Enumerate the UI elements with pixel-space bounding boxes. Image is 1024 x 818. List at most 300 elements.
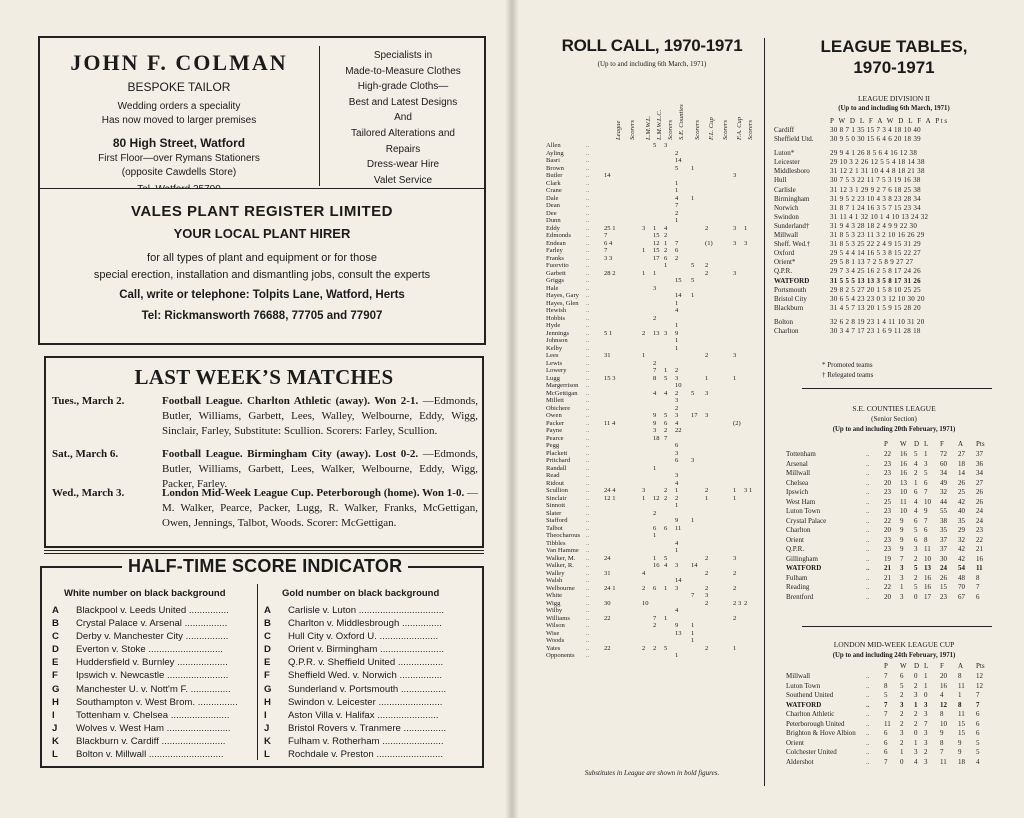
table-row bbox=[774, 710, 1014, 720]
team-stat: 3 bbox=[914, 748, 918, 756]
team-stat: 2 bbox=[914, 719, 918, 728]
team-stat: 37 bbox=[940, 535, 947, 544]
team-stat: 16 bbox=[924, 583, 931, 591]
se-title: S.E. COUNTIES LEAGUE bbox=[852, 404, 936, 413]
player-row bbox=[546, 360, 776, 368]
team-dots: .. bbox=[866, 469, 870, 477]
rule bbox=[44, 550, 484, 551]
team-stat: 10 bbox=[924, 554, 931, 563]
team-name: Aldershot bbox=[786, 757, 814, 766]
player-stat: 1 bbox=[675, 487, 679, 494]
specialist-line: Dress-wear Hire bbox=[366, 159, 440, 171]
team-stat: 5 bbox=[914, 583, 918, 591]
player-dots: .. bbox=[586, 464, 590, 472]
fixture-name: Sheffield Wed. v. Norwich ................ bbox=[288, 670, 443, 682]
player-row bbox=[546, 150, 776, 158]
fixture-name: Rochdale v. Preston ......................... bbox=[288, 749, 443, 761]
player-stat: 1 bbox=[691, 622, 695, 629]
player-row bbox=[546, 412, 776, 420]
vales-line: for all types of plant and equipment or for those bbox=[147, 252, 377, 264]
player-name: Fuorvito bbox=[546, 262, 569, 269]
column-header: D bbox=[914, 440, 920, 448]
player-row bbox=[546, 270, 776, 278]
player-stat: 7 bbox=[691, 592, 695, 599]
player-stat: 2 bbox=[733, 569, 737, 577]
team-stat: 12 bbox=[976, 681, 983, 690]
player-stat: 2 bbox=[675, 404, 679, 412]
table-row bbox=[774, 758, 1014, 768]
player-dots: .. bbox=[586, 209, 590, 217]
player-stat: 1 bbox=[691, 629, 695, 637]
player-dots: .. bbox=[586, 149, 590, 157]
player-name: Brown bbox=[546, 164, 564, 172]
lm-subtitle: (Up to and including 24th February, 1971) bbox=[832, 652, 956, 659]
player-stat: 2 bbox=[664, 247, 668, 254]
player-stat: 2 bbox=[705, 262, 709, 269]
team-stat: 3 bbox=[914, 691, 918, 699]
fixture-name: Bristol Rovers v. Tranmere ................ bbox=[288, 722, 447, 734]
team-stat: 6 bbox=[900, 672, 904, 680]
player-name: Read bbox=[546, 472, 560, 479]
team-name: Colchester United bbox=[786, 748, 837, 756]
team-stat: 5 bbox=[924, 469, 928, 477]
player-name: Dean bbox=[546, 202, 560, 209]
player-dots: .. bbox=[586, 652, 590, 659]
player-row bbox=[546, 195, 776, 203]
player-stat: 1 bbox=[675, 652, 679, 659]
column-header: W bbox=[900, 662, 907, 670]
fixture-letter: C bbox=[264, 631, 271, 643]
div2-row bbox=[774, 213, 1014, 222]
match-lineup: —M. Walker, Pearce, Packer, Lugg, R. Walker, Franks, McGettigan, Owen, Jennings, Talbot, Woods. Scorer: McGettigan. bbox=[162, 487, 478, 529]
team-dots: .. bbox=[866, 700, 870, 709]
team-name: Oxford bbox=[774, 249, 795, 258]
team-stat: 23 bbox=[884, 545, 891, 553]
player-stat: 1 bbox=[691, 637, 695, 644]
player-stat: 1 bbox=[653, 554, 657, 562]
team-stat: 16 bbox=[900, 450, 907, 458]
team-stat: 11 bbox=[940, 757, 947, 766]
column-header: D bbox=[914, 662, 920, 670]
roll-call-column-label: League bbox=[615, 120, 622, 140]
player-dots: .. bbox=[586, 449, 590, 457]
team-stat: 11 bbox=[958, 710, 965, 718]
player-dots: .. bbox=[586, 622, 590, 629]
team-name: Fulham bbox=[786, 573, 808, 582]
team-stat: 34 bbox=[976, 469, 983, 477]
team-stat: 1 bbox=[924, 681, 928, 690]
specialist-line: Made-to-Measure Clothes bbox=[345, 65, 461, 77]
team-name: Q.P.R. bbox=[774, 267, 793, 276]
player-name: Jennings bbox=[546, 329, 570, 337]
team-stat: 1 bbox=[914, 738, 918, 747]
player-row bbox=[546, 502, 776, 510]
team-stat: 0 bbox=[914, 592, 918, 601]
player-name: Lugg bbox=[546, 374, 560, 382]
team-stat: 8 bbox=[884, 681, 888, 690]
player-row bbox=[546, 382, 776, 390]
team-dots: .. bbox=[866, 573, 870, 582]
player-stat: 6 bbox=[675, 457, 679, 464]
team-name: Brighton & Hove Albion bbox=[786, 729, 856, 737]
player-stat: 12 bbox=[653, 494, 660, 502]
team-stat: 29 bbox=[958, 526, 965, 534]
table-row bbox=[774, 545, 1014, 555]
player-dots: .. bbox=[586, 284, 590, 292]
player-stat: 10 bbox=[642, 599, 649, 607]
player-stat: (1) bbox=[705, 239, 713, 247]
player-stat: 2 bbox=[733, 584, 737, 592]
specialist-line: Best and Latest Designs bbox=[348, 96, 458, 108]
player-stat: 7 bbox=[653, 614, 657, 622]
player-dots: .. bbox=[586, 397, 590, 404]
player-row bbox=[546, 622, 776, 630]
player-stat: 2 bbox=[653, 359, 657, 367]
table-row bbox=[774, 469, 1014, 479]
player-row bbox=[546, 607, 776, 615]
team-stat: 11 bbox=[958, 681, 965, 690]
team-dots: .. bbox=[866, 545, 870, 553]
player-dots: .. bbox=[586, 299, 590, 307]
team-stat: 35 bbox=[958, 516, 965, 525]
player-stat: 2 bbox=[653, 622, 657, 629]
colman-advert bbox=[38, 36, 486, 190]
player-stat: 4 bbox=[664, 562, 668, 569]
player-stat: 2 bbox=[744, 599, 748, 607]
div2-row bbox=[774, 249, 1014, 258]
player-dots: .. bbox=[586, 202, 590, 209]
player-stat: 1 bbox=[705, 374, 709, 382]
player-name: White bbox=[546, 592, 563, 599]
team-dots: .. bbox=[866, 729, 870, 737]
player-row bbox=[546, 450, 776, 458]
player-stat: 3 bbox=[744, 239, 748, 247]
team-stat: 10 bbox=[900, 507, 907, 515]
team-stat: 6 bbox=[976, 710, 980, 718]
player-row bbox=[546, 465, 776, 473]
player-row bbox=[546, 375, 776, 383]
player-row bbox=[546, 615, 776, 623]
player-stat: 1 bbox=[642, 352, 646, 359]
player-stat: 4 bbox=[675, 479, 679, 487]
player-stat: 31 bbox=[604, 352, 611, 359]
player-stat: 2 bbox=[675, 209, 679, 217]
player-stat: 2 bbox=[705, 584, 709, 592]
player-row bbox=[546, 555, 776, 563]
player-dots: .. bbox=[586, 247, 590, 254]
player-row bbox=[546, 435, 776, 443]
team-stat: 1 bbox=[924, 672, 928, 680]
player-dots: .. bbox=[586, 427, 590, 434]
player-dots: .. bbox=[586, 577, 590, 584]
player-stat: 1 bbox=[733, 487, 737, 494]
player-name: Slater bbox=[546, 509, 562, 517]
player-dots: .. bbox=[586, 277, 590, 284]
team-stat: 3 bbox=[914, 545, 918, 553]
player-stat: 3 bbox=[675, 374, 679, 382]
fixture-name: Blackpool v. Leeds United ............... bbox=[76, 605, 229, 616]
player-dots: .. bbox=[586, 232, 590, 239]
team-stat: 4 bbox=[940, 691, 944, 699]
team-name: Millwall bbox=[774, 231, 799, 240]
player-name: Dale bbox=[546, 194, 559, 202]
match-headline: Football League. Charlton Athletic (away). Won 2-1. bbox=[162, 395, 419, 407]
player-name: McGettigan bbox=[546, 389, 578, 397]
team-name: Southend United bbox=[786, 691, 834, 699]
team-stat: 30 bbox=[940, 554, 947, 563]
player-stat: 7 bbox=[604, 232, 608, 239]
team-stat: 5 bbox=[914, 526, 918, 534]
table-row bbox=[774, 488, 1014, 498]
team-stat: 1 bbox=[900, 583, 904, 591]
player-stat: 3 bbox=[653, 427, 657, 434]
table-row bbox=[774, 739, 1014, 749]
team-stat: 5 bbox=[914, 450, 918, 458]
team-stat: 14 bbox=[958, 469, 965, 477]
player-name: Woods bbox=[546, 637, 565, 644]
player-dots: .. bbox=[586, 217, 590, 224]
lm-title: LONDON MID-WEEK LEAGUE CUP bbox=[833, 640, 955, 649]
player-stat: 3 bbox=[733, 269, 737, 277]
player-stat: 11 4 bbox=[604, 419, 616, 427]
fixture-letter: J bbox=[264, 722, 270, 734]
team-name: Tottenham bbox=[786, 450, 816, 458]
player-stat: 24 1 bbox=[604, 584, 616, 592]
team-stat: 5 bbox=[976, 748, 980, 756]
table-header bbox=[774, 440, 1014, 450]
div2-row bbox=[774, 126, 1014, 135]
player-stat: 2 bbox=[675, 254, 679, 262]
player-stat: 4 bbox=[675, 539, 679, 547]
team-stat: 7 bbox=[940, 748, 944, 756]
team-dots: .. bbox=[866, 516, 870, 525]
team-stats: 31 5 5 5 13 13 3 5 8 17 31 26 bbox=[830, 276, 921, 285]
match-date: Wed., March 3. bbox=[52, 487, 125, 499]
player-stat: 4 bbox=[642, 569, 646, 577]
team-stats: 31 9 4 3 28 18 2 4 9 9 22 30 bbox=[830, 221, 918, 230]
match-lineup: —Edmonds, Butler, Williams, Garbett, Lees, Walker, Welbourne, Eddy, Wigg, Packer, Farley. bbox=[162, 448, 478, 490]
team-stat: 0 bbox=[914, 729, 918, 737]
team-stat: 6 bbox=[924, 478, 928, 487]
team-stats: 31 9 5 2 23 10 4 3 8 23 28 34 bbox=[830, 194, 921, 203]
team-name: Millwall bbox=[786, 469, 811, 477]
team-stat: 8 bbox=[940, 738, 944, 747]
roll-call-column-label: Scorers bbox=[629, 120, 636, 140]
column-header: L bbox=[924, 440, 929, 448]
team-stat: 49 bbox=[940, 478, 947, 487]
player-row bbox=[546, 337, 776, 345]
match-date: Sat., March 6. bbox=[52, 448, 119, 460]
team-stat: 36 bbox=[976, 459, 983, 468]
player-dots: .. bbox=[586, 517, 590, 524]
player-name: Theocharous bbox=[546, 532, 581, 539]
team-stat: 12 bbox=[940, 700, 947, 709]
team-stat: 40 bbox=[958, 507, 965, 515]
team-stat: 18 bbox=[958, 757, 965, 766]
team-stat: 1 bbox=[914, 478, 918, 487]
player-stat: 17 bbox=[653, 254, 660, 262]
player-dots: .. bbox=[586, 479, 590, 487]
player-dots: .. bbox=[586, 584, 590, 592]
fixture-letter: L bbox=[52, 749, 58, 761]
player-stat: 3 bbox=[675, 449, 679, 457]
table-row bbox=[774, 574, 1014, 584]
column-header: Pts bbox=[976, 440, 985, 448]
team-stat: 21 bbox=[976, 545, 983, 553]
player-dots: .. bbox=[586, 307, 590, 314]
team-stats: 29 5 4 4 14 16 5 3 8 15 22 27 bbox=[830, 249, 921, 258]
column-header: F bbox=[940, 440, 944, 448]
player-row bbox=[546, 225, 776, 233]
roll-call-column-label: L.M.W.L.C. bbox=[656, 109, 663, 140]
div2-title: LEAGUE DIVISION II bbox=[857, 94, 931, 103]
player-stat: 1 bbox=[733, 494, 737, 502]
player-stat: 1 bbox=[733, 644, 737, 652]
player-name: Talbot bbox=[546, 524, 563, 532]
table-row bbox=[774, 555, 1014, 565]
team-stat: 24 bbox=[976, 507, 983, 515]
roll-call-column-header bbox=[653, 90, 663, 140]
player-stat: 1 bbox=[675, 502, 679, 509]
player-name: Yates bbox=[546, 644, 561, 652]
team-dots: .. bbox=[866, 748, 870, 756]
column-header: L bbox=[924, 662, 929, 670]
player-row bbox=[546, 495, 776, 503]
player-stat: 1 bbox=[675, 217, 679, 224]
team-stat: 48 bbox=[958, 573, 965, 582]
player-dots: .. bbox=[586, 359, 590, 367]
player-dots: .. bbox=[586, 629, 590, 637]
colman-divider bbox=[319, 46, 320, 186]
player-row bbox=[546, 547, 776, 555]
player-name: Opponents bbox=[546, 652, 575, 659]
division-two-table bbox=[774, 126, 1014, 336]
table-row bbox=[774, 536, 1014, 546]
table-row bbox=[774, 498, 1014, 508]
player-stat: 6 bbox=[664, 524, 668, 532]
player-stat: 12 bbox=[653, 239, 660, 247]
fixture-letter: C bbox=[52, 631, 59, 643]
vales-title: VALES PLANT REGISTER LIMITED bbox=[130, 203, 394, 220]
player-stat: 3 bbox=[664, 329, 668, 337]
fixture-letter: L bbox=[264, 749, 270, 761]
player-stat: 1 bbox=[653, 464, 657, 472]
table-row bbox=[774, 450, 1014, 460]
match-date: Tues., March 2. bbox=[52, 395, 125, 407]
team-name: Middlesboro bbox=[774, 167, 810, 176]
team-stat: 1 bbox=[900, 748, 904, 756]
team-stat: 24 bbox=[976, 516, 983, 525]
team-stat: 5 bbox=[900, 681, 904, 690]
player-stat: 8 bbox=[653, 374, 657, 382]
player-stat: 1 bbox=[675, 344, 679, 352]
team-stat: 72 bbox=[940, 450, 947, 458]
team-dots: .. bbox=[866, 459, 870, 468]
team-stat: 4 bbox=[914, 459, 918, 468]
player-stat: 2 bbox=[664, 494, 668, 502]
match-headline: London Mid-Week League Cup. Peterborough (home). Won 1-0. bbox=[162, 487, 465, 499]
colman-line: Wedding orders a speciality bbox=[117, 101, 241, 112]
player-stat: 6 bbox=[675, 247, 679, 254]
team-name: Norwich bbox=[774, 203, 799, 212]
player-stat: 3 3 bbox=[604, 254, 613, 262]
match-text bbox=[162, 447, 478, 491]
team-stat: 4 bbox=[914, 757, 918, 766]
team-name: Crystal Palace bbox=[786, 516, 827, 525]
player-row bbox=[546, 390, 776, 398]
player-row bbox=[546, 172, 776, 180]
player-stat: 15 bbox=[675, 277, 682, 284]
player-stat: 5 bbox=[664, 374, 668, 382]
team-stats: 31 8 5 3 25 22 2 4 9 15 31 29 bbox=[830, 240, 921, 249]
team-stats: 31 11 4 1 32 10 1 4 10 13 24 32 bbox=[830, 212, 929, 221]
table-row bbox=[774, 593, 1014, 603]
player-stat: 7 bbox=[675, 239, 679, 247]
roll-call-column-header bbox=[612, 90, 622, 140]
player-row bbox=[546, 600, 776, 608]
team-stat: 21 bbox=[884, 573, 891, 582]
team-stat: 16 bbox=[924, 573, 931, 582]
player-dots: .. bbox=[586, 509, 590, 517]
team-stat: 8 bbox=[976, 573, 980, 582]
player-stat: 25 1 bbox=[604, 224, 616, 232]
player-stat: 2 bbox=[675, 367, 679, 374]
team-stat: 23 bbox=[940, 592, 947, 601]
player-name: Millett bbox=[546, 397, 564, 404]
player-stat: 5 bbox=[664, 554, 668, 562]
player-stat: 5 bbox=[664, 412, 668, 419]
team-stats: 29 5 8 1 13 7 2 5 8 9 27 27 bbox=[830, 258, 914, 267]
div2-row bbox=[774, 222, 1014, 231]
player-stat: 1 bbox=[664, 262, 668, 269]
player-stat: 1 bbox=[675, 299, 679, 307]
mid-week-cup-table bbox=[774, 662, 1014, 767]
player-stat: 1 bbox=[744, 224, 748, 232]
player-stat: 5 bbox=[675, 164, 679, 172]
player-stat: 13 bbox=[675, 629, 682, 637]
player-stat: (2) bbox=[733, 419, 741, 427]
team-stat: 20 bbox=[884, 478, 891, 487]
player-name: Packer bbox=[546, 419, 564, 427]
team-name: Swindon bbox=[774, 212, 799, 221]
team-stat: 23 bbox=[884, 459, 891, 468]
player-dots: .. bbox=[586, 434, 590, 442]
table-note: * Promoted teams bbox=[822, 361, 873, 369]
half-time-score-indicator bbox=[40, 556, 484, 768]
player-dots: .. bbox=[586, 172, 590, 179]
player-dots: .. bbox=[586, 637, 590, 644]
team-stats: 30 7 5 3 22 11 7 5 3 19 16 38 bbox=[830, 176, 921, 185]
player-stat: 1 bbox=[664, 584, 668, 592]
table-row bbox=[774, 701, 1014, 711]
player-stat: 5 1 bbox=[604, 329, 613, 337]
specialist-line: Specialists in bbox=[373, 50, 433, 61]
team-stats: 30 6 5 4 23 23 0 3 12 10 30 20 bbox=[830, 294, 925, 303]
player-name: Stafford bbox=[546, 517, 568, 524]
player-stat: 3 bbox=[705, 592, 709, 599]
player-dots: .. bbox=[586, 164, 590, 172]
column-header: A bbox=[958, 440, 964, 448]
table-row bbox=[774, 507, 1014, 517]
player-dots: .. bbox=[586, 412, 590, 419]
player-dots: .. bbox=[586, 352, 590, 359]
player-stat: 5 bbox=[691, 262, 695, 269]
player-row bbox=[546, 240, 776, 248]
player-name: Kelby bbox=[546, 344, 563, 352]
player-stat: 16 bbox=[653, 562, 660, 569]
team-stat: 5 bbox=[884, 691, 888, 699]
player-stat: 1 bbox=[653, 269, 657, 277]
